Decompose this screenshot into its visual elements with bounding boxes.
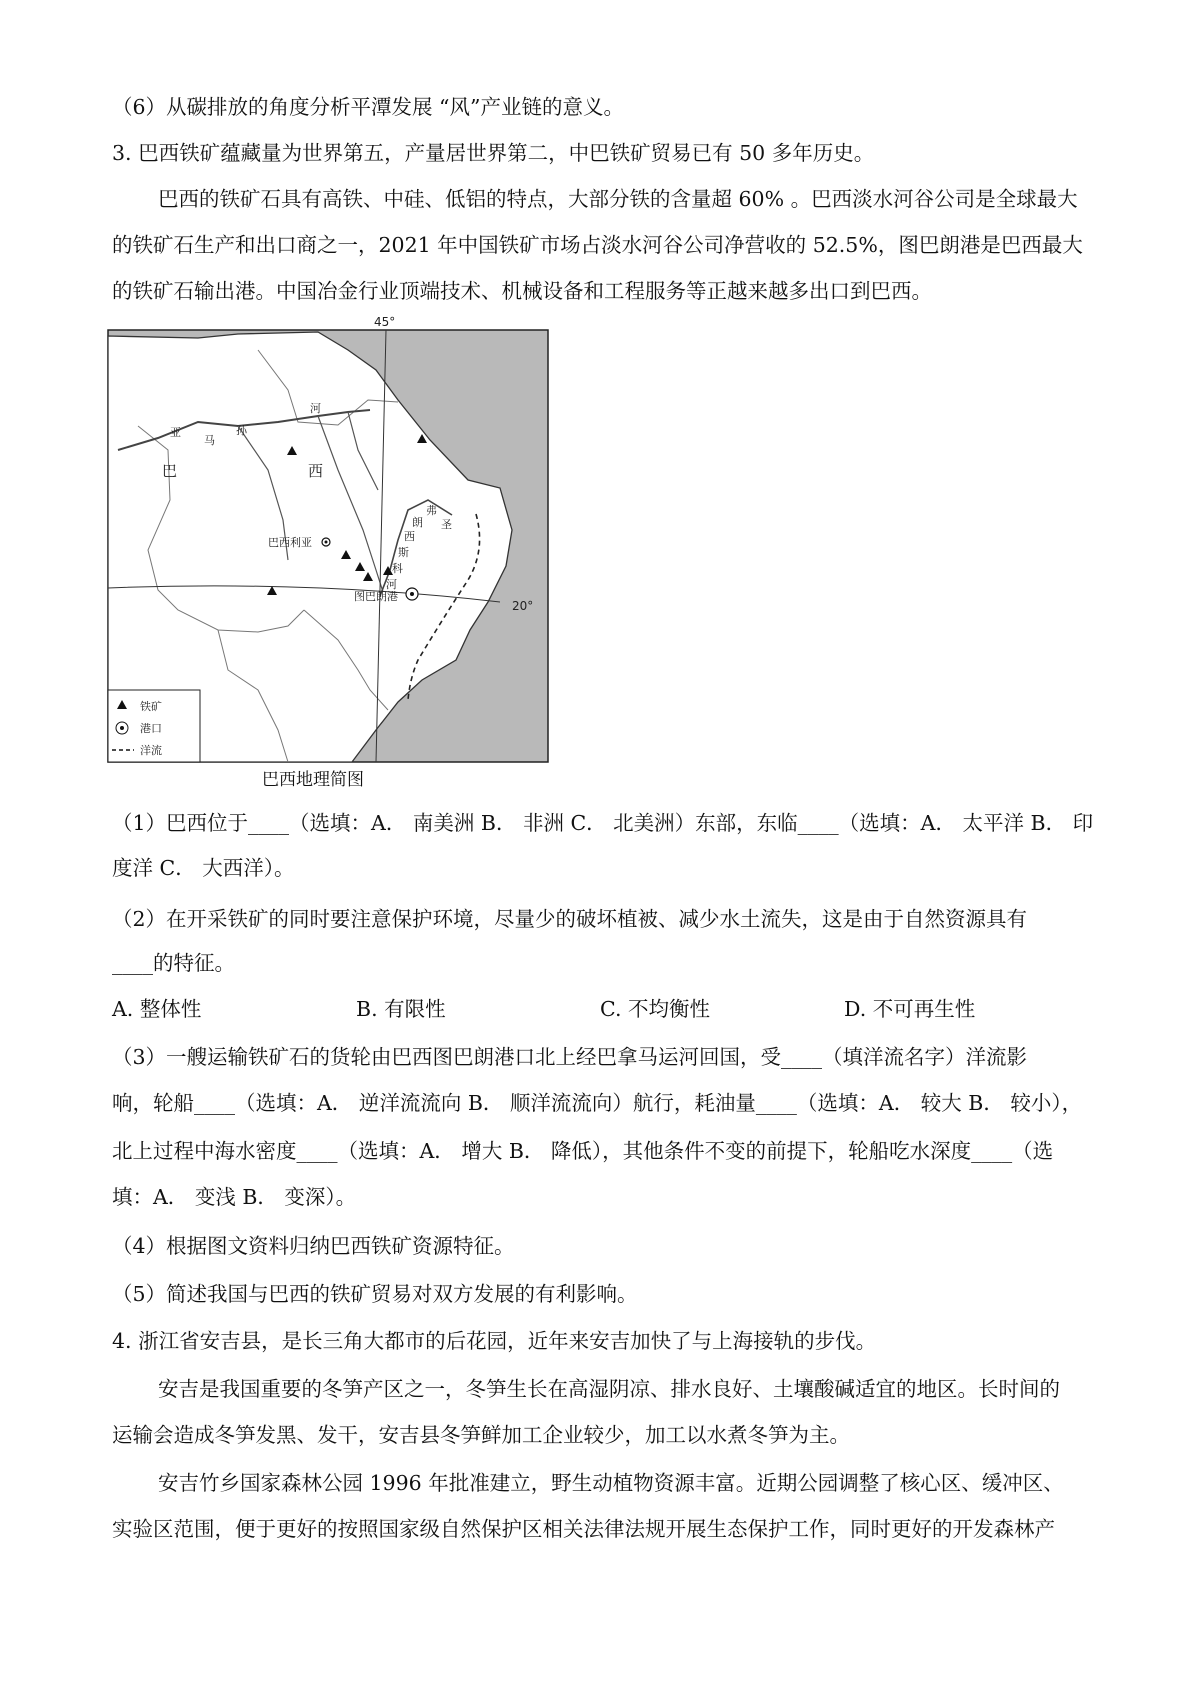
paragraph-line: 安吉竹乡国家森林公园 1996 年批准建立，野生动植物资源丰富。近期公园调整了核心区、缓冲区、 — [158, 1471, 1064, 1495]
question-3-intro: 3. 巴西铁矿蕴藏量为世界第五，产量居世界第二，中巴铁矿贸易已有 50 多年历史。 — [112, 141, 875, 165]
river-label: 亚 — [170, 426, 181, 439]
option-c: C. 不均衡性 — [600, 997, 710, 1021]
longitude-label: 45° — [374, 315, 396, 329]
legend-iron-label: 铁矿 — [140, 700, 162, 713]
river-label: 马 — [204, 434, 215, 447]
question-2-text: （2）在开采铁矿的同时要注意保护环境，尽量少的破坏植被、减少水土流失，这是由于自然资源具有 — [112, 907, 1028, 931]
paragraph-line: 运输会造成冬笋发黑、发干，安吉县冬笋鲜加工企业较少，加工以水煮冬笋为主。 — [112, 1423, 850, 1447]
map-caption: 巴西地理简图 — [262, 770, 364, 790]
capital-label: 巴西利亚 — [268, 536, 312, 549]
question-6-text: （6）从碳排放的角度分析平潭发展 “风”产业链的意义。 — [112, 95, 625, 119]
country-label: 巴 — [162, 462, 178, 480]
river-label: 圣 — [441, 518, 452, 531]
legend-port-label: 港口 — [140, 722, 162, 735]
port-label: 图巴朗港 — [354, 590, 398, 603]
brazil-map — [108, 315, 548, 762]
river-label: 河 — [310, 402, 321, 415]
brazil-map-svg — [108, 315, 548, 762]
paragraph-line: 的铁矿石生产和出口商之一，2021 年中国铁矿市场占淡水河谷公司净营收的 52.5%，图巴朗港是巴西最大 — [112, 233, 1083, 257]
option-b: B. 有限性 — [356, 997, 446, 1021]
question-2-text: ____的特征。 — [112, 951, 235, 975]
question-1-text: 度洋 C． 大西洋）。 — [112, 856, 295, 880]
legend-current-label: 洋流 — [140, 744, 162, 757]
question-4-text: （4）根据图文资料归纳巴西铁矿资源特征。 — [112, 1234, 515, 1258]
river-label: 斯 — [398, 546, 409, 559]
paragraph-line: 安吉是我国重要的冬笋产区之一，冬笋生长在高湿阴凉、排水良好、土壤酸碱适宜的地区。长时间的 — [158, 1377, 1060, 1401]
option-d: D. 不可再生性 — [844, 997, 976, 1021]
river-label: 朗 — [412, 516, 423, 529]
river-label: 弗 — [426, 504, 437, 517]
question-3-text: （3）一艘运输铁矿石的货轮由巴西图巴朗港口北上经巴拿马运河回国，受____（填洋流名字）洋流影 — [112, 1045, 1028, 1069]
river-label: 西 — [404, 530, 415, 543]
question-5-text: （5）简述我国与巴西的铁矿贸易对双方发展的有利影响。 — [112, 1282, 638, 1306]
river-label: 河 — [386, 578, 397, 591]
country-label: 西 — [308, 462, 324, 480]
river-label: 孙 — [236, 424, 247, 437]
question-3-text: 北上过程中海水密度____（选填：A． 增大 B． 降低），其他条件不变的前提下，轮船吃水深度____（选 — [112, 1139, 1054, 1163]
paragraph-line: 巴西的铁矿石具有高铁、中硅、低铝的特点，大部分铁的含量超 60% 。巴西淡水河谷公司是全球最大 — [158, 187, 1078, 211]
paragraph-line: 实验区范围，便于更好的按照国家级自然保护区相关法律法规开展生态保护工作，同时更好的开发森林产 — [112, 1517, 1055, 1541]
river-label: 科 — [392, 562, 403, 575]
option-a: A. 整体性 — [112, 997, 202, 1021]
question-1-text: （1）巴西位于____（选填：A． 南美洲 B． 非洲 C． 北美洲）东部，东临____（选填：A． 太平洋 B． 印 — [112, 811, 1094, 835]
question-4-intro: 4. 浙江省安吉县，是长三角大都市的后花园，近年来安吉加快了与上海接轨的步伐。 — [112, 1329, 877, 1353]
question-3-text: 填：A． 变浅 B． 变深）。 — [112, 1185, 357, 1209]
paragraph-line: 的铁矿石输出港。中国冶金行业顶端技术、机械设备和工程服务等正越来越多出口到巴西。 — [112, 279, 932, 303]
latitude-label: 20° — [512, 599, 534, 613]
question-3-text: 响，轮船____（选填：A． 逆洋流流向 B． 顺洋流流向）航行，耗油量____（选填：A． 较大 B． 较小）， — [112, 1091, 1083, 1115]
